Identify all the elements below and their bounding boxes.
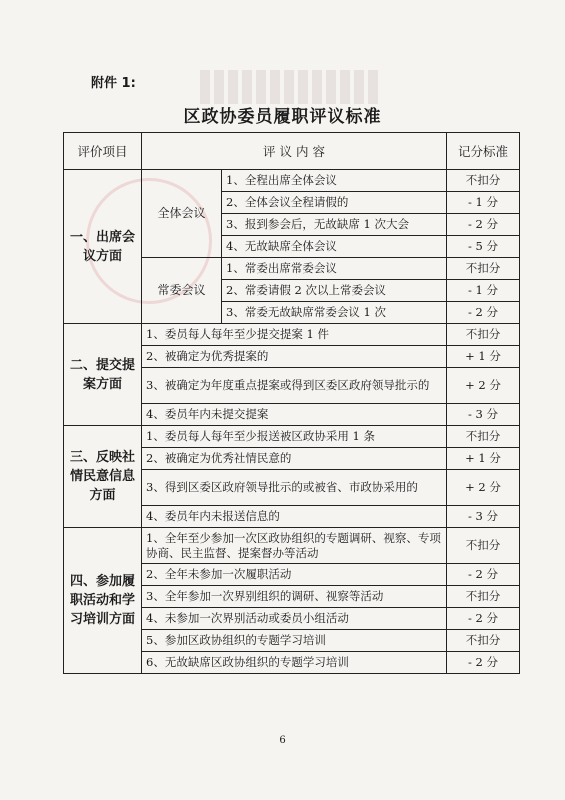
criterion-score: + 1 分 xyxy=(447,448,520,470)
criterion-score: 不扣分 xyxy=(447,630,520,652)
criterion-score: - 1 分 xyxy=(447,280,520,302)
criterion-text: 1、常委出席常委会议 xyxy=(222,258,447,280)
table-row xyxy=(64,426,520,448)
criterion-score: 不扣分 xyxy=(447,324,520,346)
criterion-score: + 1 分 xyxy=(447,346,520,368)
bleed-through-text xyxy=(200,70,380,104)
criterion-text: 2、常委请假 2 次以上常委会议 xyxy=(222,280,447,302)
criterion-score: 不扣分 xyxy=(447,528,520,564)
criterion-text: 5、参加区政协组织的专题学习培训 xyxy=(142,630,447,652)
criterion-text: 3、报到参会后，无故缺席 1 次大会 xyxy=(222,214,447,236)
criterion-score: + 2 分 xyxy=(447,470,520,506)
criterion-text: 4、无故缺席全体会议 xyxy=(222,236,447,258)
criterion-text: 3、得到区委区政府领导批示的或被省、市政协采用的 xyxy=(142,470,447,506)
criterion-text: 3、常委无故缺席常委会议 1 次 xyxy=(222,302,447,324)
criterion-text: 2、被确定为优秀提案的 xyxy=(142,346,447,368)
criterion-score: 不扣分 xyxy=(447,170,520,192)
page-number: 6 xyxy=(279,735,286,746)
criterion-score: 不扣分 xyxy=(447,586,520,608)
criterion-text: 3、被确定为年度重点提案或得到区委区政府领导批示的 xyxy=(142,368,447,404)
criterion-text: 4、委员年内未提交提案 xyxy=(142,404,447,426)
criterion-score: 不扣分 xyxy=(447,426,520,448)
criterion-score: - 2 分 xyxy=(447,302,520,324)
section-name: 三、反映社情民意信息方面 xyxy=(64,426,142,528)
section-name: 一、出席会议方面 xyxy=(64,170,142,324)
group-name: 全体会议 xyxy=(142,170,222,258)
criterion-score: - 2 分 xyxy=(447,214,520,236)
criterion-text: 1、委员每人每年至少提交提案 1 件 xyxy=(142,324,447,346)
criterion-score: - 5 分 xyxy=(447,236,520,258)
header-row xyxy=(64,133,520,170)
criterion-text: 2、被确定为优秀社情民意的 xyxy=(142,448,447,470)
criterion-text: 6、无故缺席区政协组织的专题学习培训 xyxy=(142,652,447,674)
criterion-text: 4、委员年内未报送信息的 xyxy=(142,506,447,528)
attachment-label: 附件 1: xyxy=(91,76,136,91)
document-title: 区政协委员履职评议标准 xyxy=(183,107,382,127)
header-item: 评价项目 xyxy=(64,133,142,170)
criterion-score: - 1 分 xyxy=(447,192,520,214)
criterion-text: 1、委员每人每年至少报送被区政协采用 1 条 xyxy=(142,426,447,448)
criterion-text: 1、全年至少参加一次区政协组织的专题调研、视察、专项协商、民主监督、提案督办等活动 xyxy=(142,528,447,564)
criterion-score: - 2 分 xyxy=(447,652,520,674)
header-score: 记分标准 xyxy=(447,133,520,170)
criterion-text: 2、全年未参加一次履职活动 xyxy=(142,564,447,586)
evaluation-table xyxy=(63,132,520,674)
criterion-text: 4、未参加一次界别活动或委员小组活动 xyxy=(142,608,447,630)
criterion-text: 2、全体会议全程请假的 xyxy=(222,192,447,214)
table-row xyxy=(64,324,520,346)
section-name: 四、参加履职活动和学习培训方面 xyxy=(64,528,142,674)
criterion-score: - 2 分 xyxy=(447,608,520,630)
criterion-text: 3、全年参加一次界别组织的调研、视察等活动 xyxy=(142,586,447,608)
criterion-score: - 3 分 xyxy=(447,404,520,426)
criterion-score: - 2 分 xyxy=(447,564,520,586)
header-content: 评 议 内 容 xyxy=(142,133,447,170)
table-row xyxy=(64,528,520,564)
group-name: 常委会议 xyxy=(142,258,222,324)
section-name: 二、提交提案方面 xyxy=(64,324,142,426)
table-row xyxy=(64,170,520,192)
criterion-score: + 2 分 xyxy=(447,368,520,404)
criterion-score: - 3 分 xyxy=(447,506,520,528)
criterion-score: 不扣分 xyxy=(447,258,520,280)
criterion-text: 1、全程出席全体会议 xyxy=(222,170,447,192)
